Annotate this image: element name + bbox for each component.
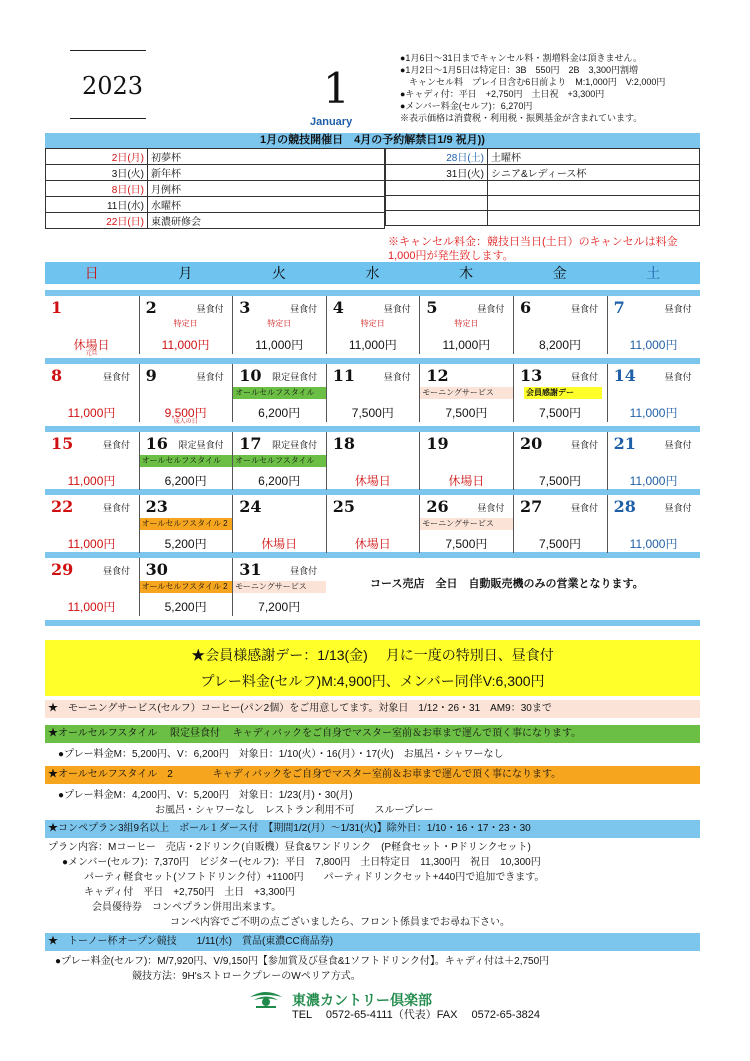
holiday-label: 元旦: [85, 351, 98, 357]
special-day-label: 特定日: [173, 319, 198, 328]
lunch-label: 昼食付: [664, 440, 692, 450]
weekday-label: 水: [365, 265, 380, 281]
day-price: 7,500円: [538, 474, 582, 488]
month-english: January: [310, 116, 353, 128]
day-number: 20: [520, 434, 543, 453]
competition-row: [46, 181, 385, 197]
competition-date: [386, 181, 488, 196]
day-number: 28: [613, 497, 636, 516]
lunch-label: 昼食付: [570, 440, 598, 450]
day-price: 7,500円: [538, 406, 582, 420]
competition-date: 8日(日): [46, 181, 148, 197]
day-price: 11,000円: [67, 406, 116, 420]
day-number: 29: [51, 560, 74, 579]
day-number: 15: [51, 434, 74, 453]
day-cell: [607, 296, 700, 354]
price-notes: [400, 52, 745, 124]
competition-table-left: [45, 148, 385, 229]
day-cell: [326, 364, 419, 422]
day-price: 6,200円: [164, 474, 207, 488]
competition-row: [46, 165, 385, 181]
club-name: 東濃カントリー倶楽部: [292, 992, 432, 1008]
shop-note: コース売店 全日 自動販売機のみの営業となります。: [370, 578, 644, 590]
day-cell: [419, 432, 512, 490]
tono-cup-header: ★ トーノー杯オープン競技 1/11(水) 賞品(東濃CC商品券): [45, 933, 700, 951]
competition-name: 初夢杯: [148, 149, 385, 165]
contact-numbers: TEL 0572-65-4111（代表）FAX 0572-65-3824: [292, 1009, 541, 1021]
day-number: 4: [332, 298, 344, 317]
weekday-label: 金: [552, 265, 567, 281]
competition-row: [46, 197, 385, 213]
tono-fee: ●プレー料金(セルフ)：M/7,920円、V/9,150円【参加賞及び昼食&1ソフトドリンク付】。キャディ付は＋2,750円: [55, 956, 550, 967]
competition-name: [488, 196, 700, 211]
day-price: 11,000円: [442, 338, 491, 352]
day-cell: [513, 364, 606, 422]
competition-name: 水曜杯: [148, 197, 385, 213]
day-badge: オールセルフスタイル: [140, 455, 233, 467]
day-cell: [45, 558, 138, 616]
compe-plan-line: キャディ付 平日 +2,750円 土日 +3,300円: [84, 887, 295, 898]
day-price: 休場日: [354, 474, 391, 488]
day-price: 11,000円: [161, 338, 210, 352]
year-rule-bottom: [70, 118, 146, 119]
special-day-label: 特定日: [360, 319, 385, 328]
day-cell: [513, 495, 606, 553]
day-cell: [139, 364, 232, 425]
lunch-label: 昼食付: [477, 304, 505, 314]
day-cell: [232, 432, 325, 490]
day-badge: オールセルフスタイル 2: [140, 518, 233, 530]
competition-date: 2日(月): [46, 149, 148, 165]
competition-row: [386, 181, 700, 196]
lunch-label: 昼食付: [383, 304, 411, 314]
lunch-label: 昼食付: [290, 566, 318, 576]
day-number: 31: [239, 560, 262, 579]
compe-plan-line: 会員優待券 コンペプラン併用出来ます。: [92, 902, 282, 913]
competition-date: 11日(水): [46, 197, 148, 213]
year-rule-top: [70, 50, 146, 51]
price-note-line: ●キャディ付：平日 +2,750円 土日祝 +3,300円: [400, 89, 605, 99]
compe-plan-line: コンペ内容でご不明の点ございましたら、フロント係員までお尋ね下さい。: [170, 917, 510, 928]
day-cell: [232, 296, 325, 354]
day-badge: オールセルフスタイル 2: [140, 581, 233, 593]
lunch-label: 昼食付: [570, 304, 598, 314]
day-price: 7,200円: [258, 600, 301, 614]
day-cell: [326, 432, 419, 490]
competition-date: [386, 211, 488, 226]
day-number: 17: [239, 434, 262, 453]
day-number: 24: [239, 497, 262, 516]
appreciation-line2: プレー料金(セルフ)M:4,900円、メンバー同伴V:6,300円: [200, 673, 545, 689]
compe-plan-header: ★コンペプラン3組9名以上 ボール１ダース付 【期間1/2(月）～1/31(火)】除外日：1/10・16・17・23・30: [45, 820, 700, 838]
club-logo-icon: [248, 987, 284, 1009]
compe-plan-line: プラン内容：Mコーヒー 売店・2ドリンク(自販機）昼食&ワンドリンク (P軽食セット・Pドリンクセット): [48, 842, 531, 853]
day-number: 11: [332, 366, 356, 385]
competition-row: [386, 165, 700, 181]
day-cell: [607, 364, 700, 422]
day-price: 7,500円: [538, 537, 582, 551]
lunch-label: 昼食付: [383, 372, 411, 382]
day-price: 11,000円: [255, 338, 304, 352]
allself2-detail1: ●プレー料金M：4,200円、V：5,200円 対象日：1/23(月)・30(月): [58, 790, 353, 801]
day-number: 13: [520, 366, 543, 385]
competition-date: 28日(土): [386, 149, 488, 165]
lunch-label: 昼食付: [102, 566, 130, 576]
lunch-label: 昼食付: [570, 372, 598, 382]
day-cell: [45, 364, 138, 422]
day-cell: [513, 296, 606, 354]
day-number: 30: [145, 560, 168, 579]
day-cell: [139, 296, 232, 354]
day-number: 27: [520, 497, 543, 516]
day-number: 5: [426, 298, 438, 317]
day-number: 21: [613, 434, 636, 453]
day-cell: [232, 495, 325, 553]
day-number: 1: [51, 298, 63, 317]
day-cell: [419, 495, 512, 553]
competition-date: 22日(日): [46, 213, 148, 229]
day-price: 11,000円: [629, 474, 678, 488]
day-cell: [419, 296, 512, 354]
day-price: 11,000円: [629, 537, 678, 551]
day-cell: [326, 495, 419, 553]
day-cell: [513, 432, 606, 490]
competition-name: 月例杯: [148, 181, 385, 197]
day-price: 11,000円: [629, 406, 678, 420]
day-price: 7,500円: [445, 537, 488, 551]
weekday-label: 木: [459, 265, 474, 281]
lunch-label: 昼食付: [196, 304, 224, 314]
lunch-label: 限定昼食付: [178, 440, 224, 450]
lunch-label: 昼食付: [102, 440, 130, 450]
weekday-label: 月: [178, 265, 193, 281]
appreciation-day-banner: [45, 640, 700, 696]
year: 2023: [82, 72, 144, 100]
day-number: 26: [426, 497, 449, 516]
day-badge: モーニングサービス: [233, 581, 326, 593]
day-number: 6: [520, 298, 532, 317]
appreciation-line1: ★会員様感謝デー：1/13(金) 月に一度の特別日、昼食付: [191, 647, 554, 663]
competition-name: 土曜杯: [488, 149, 700, 165]
day-number: 22: [51, 497, 74, 516]
competition-row: [46, 213, 385, 229]
lunch-label: 昼食付: [664, 503, 692, 513]
day-cell: [139, 558, 232, 616]
allself2-detail2: お風呂・シャワーなし レストラン利用不可 スループレー: [155, 805, 434, 816]
day-price: 8,200円: [538, 338, 582, 352]
day-badge: 会員感謝デー: [524, 387, 602, 399]
day-number: 3: [239, 298, 251, 317]
day-price: 7,500円: [445, 406, 488, 420]
day-price: 11,000円: [348, 338, 397, 352]
morning-service-band: ★ モーニングサービス(セルフ）コーヒー(パン2個）をご用意してます。対象日 1/12・26・31 AM9：30まで: [45, 700, 700, 718]
special-day-label: 特定日: [267, 319, 292, 328]
lunch-label: 昼食付: [570, 503, 598, 513]
day-cell: [607, 432, 700, 490]
lunch-label: 限定昼食付: [272, 440, 318, 450]
day-price: 休場日: [261, 537, 298, 551]
lunch-label: 昼食付: [664, 304, 692, 314]
day-cell: [139, 432, 232, 490]
day-cell: [232, 364, 325, 422]
day-number: 25: [332, 497, 356, 516]
price-note-line: ※表示価格は消費税・利用税・振興基金が含まれています。: [400, 113, 643, 123]
weekday-label: 土: [646, 265, 661, 281]
allself-header: ★オールセルフスタイル 限定昼食付 キャディバックをご自身でマスター室前＆お車まで運んで頂く事になります。: [45, 725, 700, 743]
price-note-line: ●メンバー料金(セルフ)：6,270円: [400, 101, 533, 111]
day-badge: モーニングサービス: [420, 518, 513, 530]
competition-row: [46, 149, 385, 165]
cancel-note: ※キャンセル料金：競技日当日(土日）のキャンセルは料金1,000円が発生致します。: [388, 236, 678, 262]
competition-name: 東濃研修会: [148, 213, 385, 229]
competition-date: 31日(火): [386, 165, 488, 181]
competition-name: 新年杯: [148, 165, 385, 181]
day-price: 6,200円: [258, 406, 301, 420]
weekday-header: [45, 262, 700, 284]
day-price: 5,200円: [164, 600, 207, 614]
allself-detail: ●プレー料金M：5,200円、V：6,200円 対象日：1/10(火）・16(月）・17(火) お風呂・シャワーなし: [58, 749, 504, 760]
day-number: 8: [51, 366, 63, 385]
lunch-label: 昼食付: [290, 304, 318, 314]
month-number: 1: [323, 64, 350, 113]
lunch-label: 限定昼食付: [272, 372, 318, 382]
day-number: 16: [145, 434, 168, 453]
day-cell: [232, 558, 325, 616]
day-price: 5,200円: [164, 537, 207, 551]
day-number: 9: [145, 366, 157, 385]
day-price: 11,000円: [67, 600, 116, 614]
lunch-label: 昼食付: [477, 503, 505, 513]
day-number: 14: [613, 366, 636, 385]
day-cell: [45, 296, 138, 357]
day-price: 11,000円: [67, 474, 116, 488]
lunch-label: 昼食付: [196, 372, 224, 382]
day-number: 10: [239, 366, 262, 385]
day-cell: [607, 495, 700, 553]
price-note-line: キャンセル料 プレイ日含む6日前より M:1,000円 V:2,000円: [400, 77, 666, 87]
lunch-label: 昼食付: [102, 503, 130, 513]
allself2-header: ★オールセルフスタイル 2 キャディバックをご自身でマスター室前＆お車まで運んで頂く事になります。: [45, 766, 700, 784]
day-cell: [45, 432, 138, 490]
day-number: 23: [145, 497, 168, 516]
weekday-label: 日: [84, 265, 99, 281]
competition-row: [386, 211, 700, 226]
day-price: 11,000円: [67, 537, 116, 551]
day-cell: [326, 296, 419, 354]
competition-date: 3日(火): [46, 165, 148, 181]
day-cell: [419, 364, 512, 422]
day-badge: オールセルフスタイル: [233, 455, 326, 467]
day-number: 12: [426, 366, 449, 385]
day-number: 7: [613, 298, 625, 317]
day-badge: モーニングサービス: [420, 387, 513, 399]
day-price: 休場日: [448, 474, 485, 488]
day-price: 7,500円: [351, 406, 394, 420]
price-note-line: ●1月2日～1月5日は特定日：3B 550円 2B 3,300円割増: [400, 65, 639, 75]
competition-name: シニア&レディース杯: [488, 165, 700, 181]
day-price: 休場日: [73, 338, 110, 352]
day-cell: [139, 495, 232, 553]
competition-table-right: [385, 148, 700, 226]
lunch-label: 昼食付: [664, 372, 692, 382]
day-number: 18: [332, 434, 356, 453]
day-number: 19: [426, 434, 449, 453]
lunch-label: 昼食付: [102, 372, 130, 382]
competition-date: [386, 196, 488, 211]
compe-plan-line: ●メンバー(セルフ)：7,370円 ビジター(セルフ)：平日 7,800円 土日特定日 11,300円 祝日 10,300円: [62, 857, 541, 868]
compe-plan-line: パーティ軽食セット(ソフトドリンク付）+1100円 パーティドリンクセット+440円で追加できます。: [84, 872, 545, 883]
tono-method: 競技方法：9H'sストロークプレーのWペリア方式。: [132, 971, 361, 982]
day-cell: [45, 495, 138, 553]
day-badge: オールセルフスタイル: [233, 387, 326, 399]
day-price: 11,000円: [629, 338, 678, 352]
day-price: 6,200円: [258, 474, 301, 488]
competition-name: [488, 211, 700, 226]
competition-row: [386, 149, 700, 165]
special-day-label: 特定日: [454, 319, 479, 328]
holiday-label: 成人の日: [173, 419, 198, 425]
day-price: 休場日: [354, 537, 391, 551]
week-separator: [45, 620, 700, 626]
day-price: 9,500円: [164, 406, 207, 420]
weekday-label: 火: [271, 265, 286, 281]
price-note-line: ●1月6日～31日までキャンセル料・割増料金は頂きません。: [400, 53, 642, 63]
competition-header: 1月の競技開催日 4月の予約解禁日1/9 祝月)): [45, 133, 700, 148]
day-number: 2: [145, 298, 157, 317]
competition-row: [386, 196, 700, 211]
competition-name: [488, 181, 700, 196]
